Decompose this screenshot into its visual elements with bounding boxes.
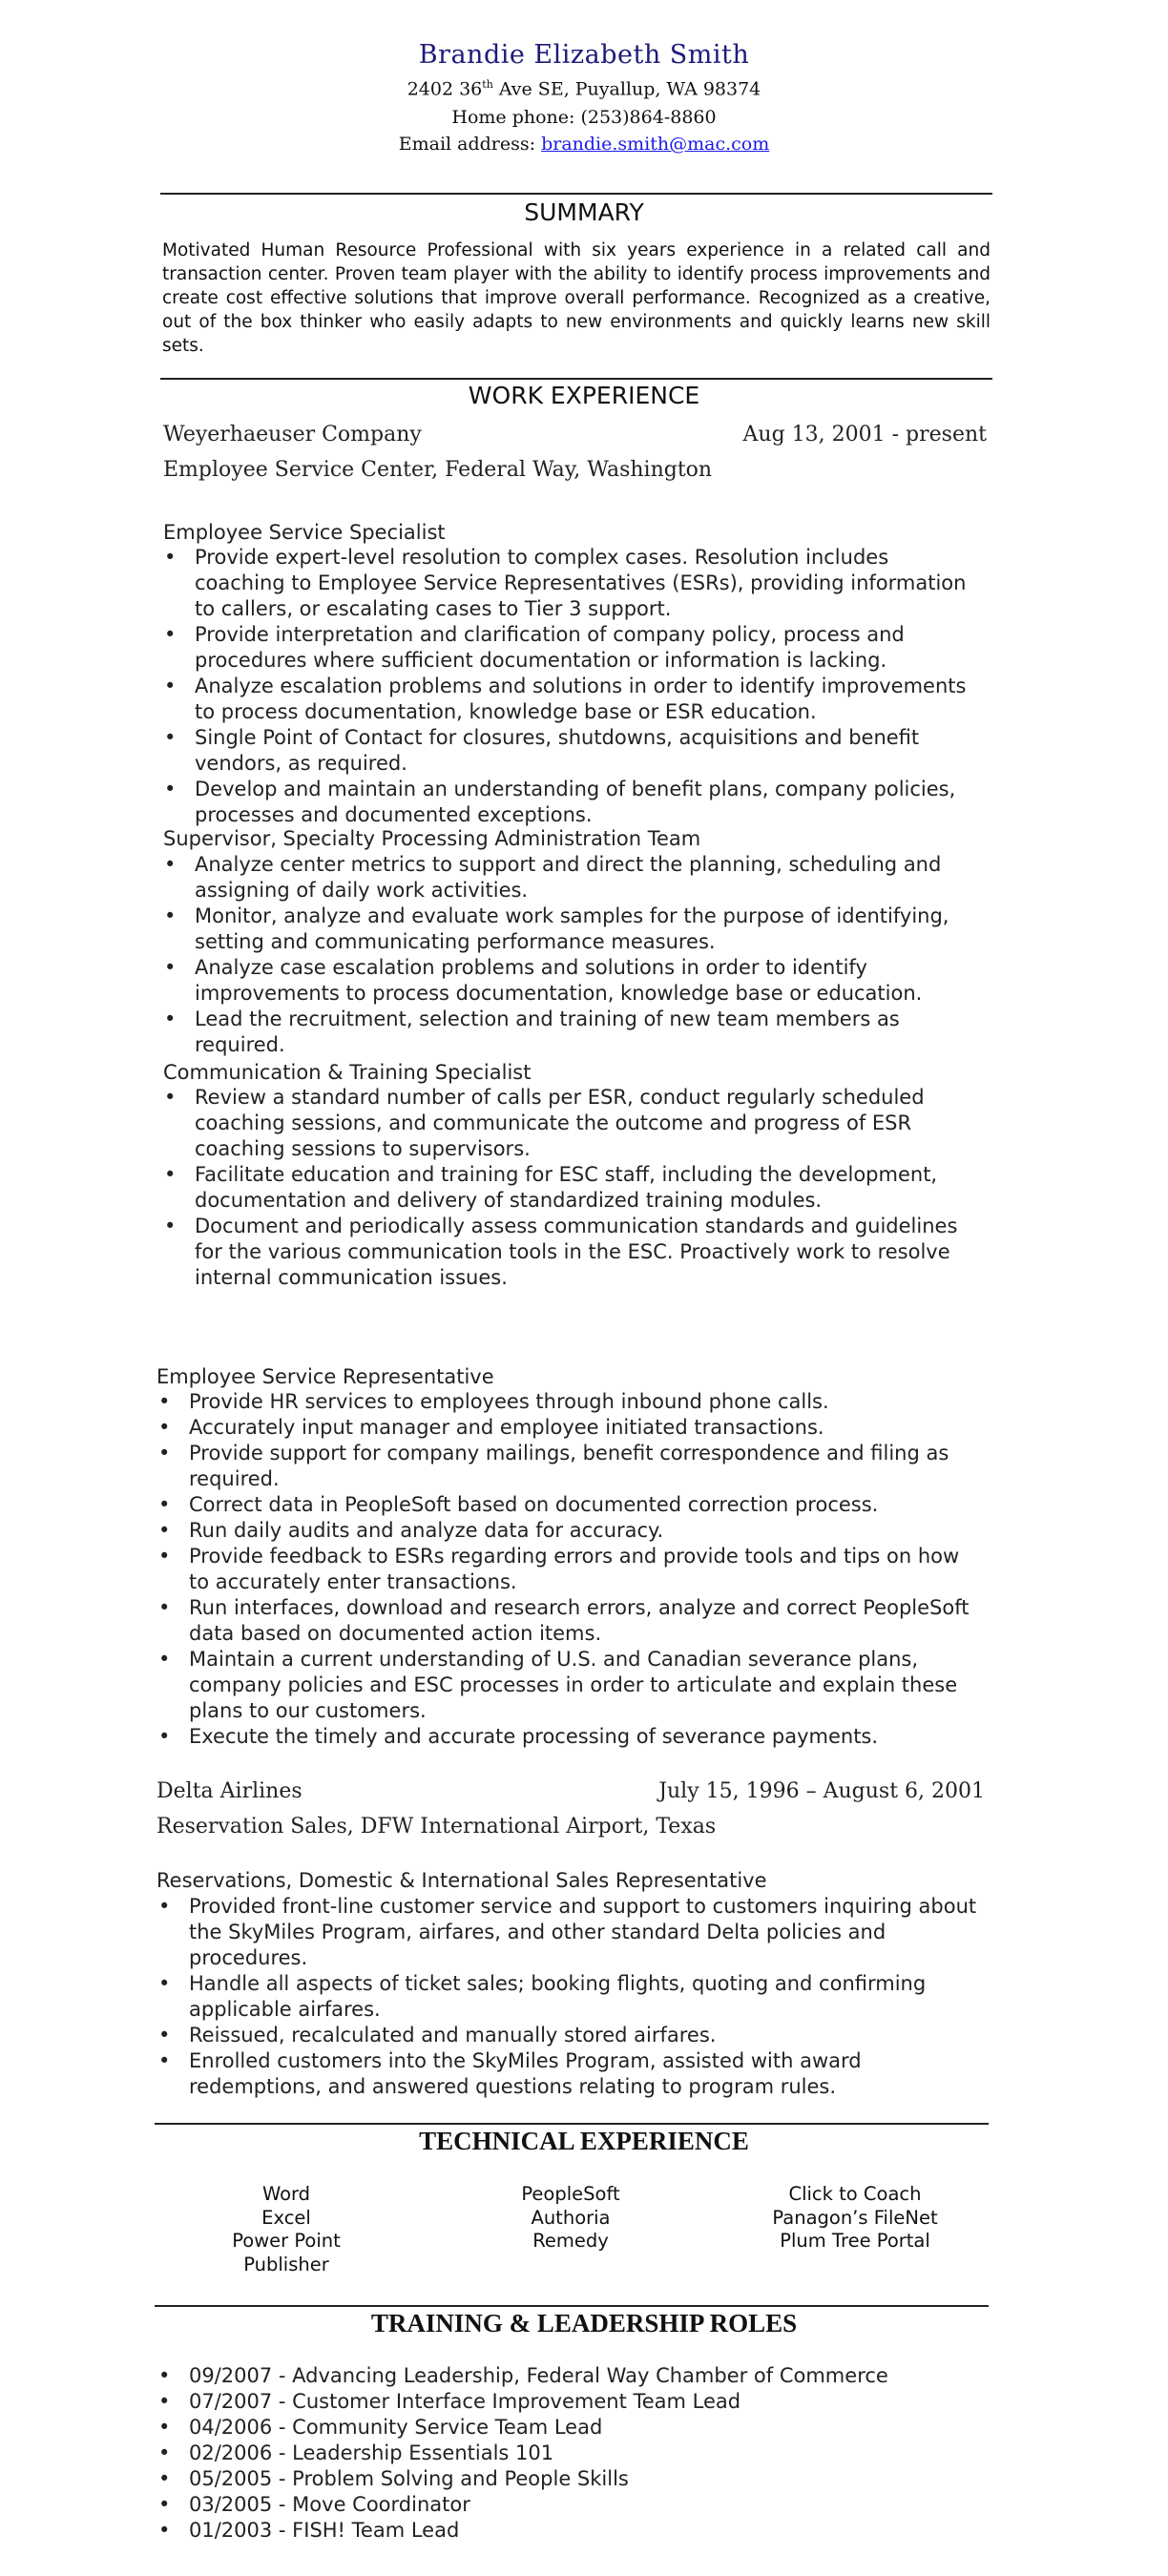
- home-phone: Home phone: (253)864-8860: [451, 107, 717, 128]
- bullet-item: • Lead the recruitment, selection and training of new team members as required.: [160, 1007, 981, 1058]
- tech-item: PeopleSoft: [521, 2183, 620, 2205]
- bullet-item: • Provided front-line customer service and support to customers inquiring about the SkyMiles Program, airfares, and other standard Delta policies and procedures.: [155, 1894, 981, 1971]
- role-bullets: [155, 1389, 981, 1750]
- tech-item: Power Point: [232, 2230, 341, 2252]
- divider-summary: [160, 193, 992, 195]
- tech-item: Panagon’s FileNet: [772, 2206, 938, 2229]
- role-bullets: [160, 852, 981, 1058]
- role-bullets: [160, 1085, 981, 1291]
- bullet-item: • Review a standard number of calls per ESR, conduct regularly scheduled coaching sessions, and communicate the outcome and progress of ESR coaching sessions to supervisors.: [160, 1085, 981, 1162]
- role-title: Reservations, Domestic & International Sales Representative: [156, 1869, 767, 1892]
- divider-training: [155, 2305, 989, 2307]
- bullet-item: • Enrolled customers into the SkyMiles Program, assisted with award redemptions, and answered questions relating to program rules.: [155, 2048, 981, 2100]
- bullet-item: • Reissued, recalculated and manually stored airfares.: [155, 2023, 981, 2048]
- employer-name: Delta Airlines: [156, 1779, 302, 1803]
- tech-item: Plum Tree Portal: [780, 2230, 930, 2252]
- bullet-item: • Single Point of Contact for closures, shutdowns, acquisitions and benefit vendors, as required.: [160, 725, 981, 777]
- bullet-item: • Monitor, analyze and evaluate work samples for the purpose of identifying, setting and communicating performance measures.: [160, 904, 981, 955]
- role-title: Employee Service Specialist: [163, 521, 446, 544]
- summary-text: Motivated Human Resource Professional with six years experience in a related call and transaction center. Proven team player with the ability to identify process improvements and create cost effective solutions that improve overall performance. Recognized as a creative, out of the box thinker who easily adapts to new environments and quickly learns new skill sets.: [162, 240, 991, 356]
- training-title: TRAINING & LEADERSHIP ROLES: [370, 2309, 798, 2337]
- employer-location: Reservation Sales, DFW International Airport, Texas: [156, 1815, 717, 1839]
- bullet-item: • Analyze center metrics to support and direct the planning, scheduling and assigning of daily work activities.: [160, 852, 981, 904]
- training-list: [155, 2363, 981, 2544]
- tech-column: [191, 2183, 382, 2276]
- training-item: • 09/2007 - Advancing Leadership, Federal Way Chamber of Commerce: [155, 2363, 981, 2389]
- bullet-item: • Run interfaces, download and research errors, analyze and correct PeopleSoft data based on documented action items.: [155, 1595, 981, 1647]
- role-title: Communication & Training Specialist: [163, 1061, 532, 1084]
- role-title: Supervisor, Specialty Processing Administration Team: [163, 827, 701, 850]
- employment-dates: Aug 13, 2001 - present: [742, 423, 987, 447]
- bullet-item: • Facilitate education and training for ESC staff, including the development, documentation and delivery of standardized training modules.: [160, 1162, 981, 1214]
- bullet-item: • Provide HR services to employees through inbound phone calls.: [155, 1389, 981, 1415]
- summary-title: SUMMARY: [524, 198, 644, 226]
- tech-item: Authoria: [531, 2206, 611, 2229]
- training-item: • 01/2003 - FISH! Team Lead: [155, 2518, 981, 2544]
- bullet-item: • Accurately input manager and employee initiated transactions.: [155, 1415, 981, 1441]
- bullet-item: • Provide expert-level resolution to complex cases. Resolution includes coaching to Employee Service Representatives (ESRs), providing information to callers, or escalating cases to Tier 3 support.: [160, 545, 981, 622]
- address-number: 2402 36: [407, 78, 483, 100]
- address-ordinal: th: [482, 78, 493, 91]
- bullet-item: • Execute the timely and accurate processing of severance payments.: [155, 1724, 981, 1750]
- email-label: Email address:: [398, 134, 542, 155]
- tech-item: Word: [261, 2183, 311, 2205]
- divider-technical: [155, 2123, 989, 2125]
- bullet-item: • Run daily audits and analyze data for accuracy.: [155, 1518, 981, 1544]
- employer-location: Employee Service Center, Federal Way, Washington: [163, 458, 713, 482]
- employer-name: Weyerhaeuser Company: [163, 423, 422, 447]
- training-item: • 02/2006 - Leadership Essentials 101: [155, 2441, 981, 2466]
- tech-column: [740, 2183, 970, 2254]
- role-bullets: [160, 545, 981, 828]
- training-item: • 05/2005 - Problem Solving and People Skills: [155, 2466, 981, 2492]
- technical-title: TECHNICAL EXPERIENCE: [419, 2127, 749, 2155]
- work-title: WORK EXPERIENCE: [468, 382, 700, 409]
- training-item: • 07/2007 - Customer Interface Improvement Team Lead: [155, 2389, 981, 2415]
- bullet-item: • Provide feedback to ESRs regarding errors and provide tools and tips on how to accurately enter transactions.: [155, 1544, 981, 1595]
- bullet-item: • Handle all aspects of ticket sales; booking flights, quoting and confirming applicable airfares.: [155, 1971, 981, 2023]
- bullet-item: • Maintain a current understanding of U.S. and Canadian severance plans, company policies and ESC processes in order to articulate and explain these plans to our customers.: [155, 1647, 981, 1724]
- divider-work: [160, 378, 992, 380]
- tech-item: Remedy: [532, 2230, 609, 2252]
- email-line: [0, 134, 1168, 155]
- role-title: Employee Service Representative: [156, 1365, 494, 1388]
- email-link[interactable]: brandie.smith@mac.com: [541, 134, 770, 155]
- tech-column: [475, 2183, 666, 2254]
- role-bullets: [155, 1894, 981, 2100]
- applicant-name: Brandie Elizabeth Smith: [418, 40, 750, 70]
- bullet-item: • Provide support for company mailings, benefit correspondence and filing as required.: [155, 1441, 981, 1492]
- bullet-item: • Develop and maintain an understanding of benefit plans, company policies, processes and documented exceptions.: [160, 777, 981, 828]
- bullet-item: • Document and periodically assess communication standards and guidelines for the various communication tools in the ESC. Proactively work to resolve internal communication issues.: [160, 1214, 981, 1291]
- bullet-item: • Analyze case escalation problems and solutions in order to identify improvements to process documentation, knowledge base or education.: [160, 955, 981, 1007]
- address-line: [0, 78, 1168, 99]
- training-item: • 03/2005 - Move Coordinator: [155, 2492, 981, 2518]
- bullet-item: • Analyze escalation problems and solutions in order to identify improvements to process documentation, knowledge base or ESR education.: [160, 674, 981, 725]
- tech-item: Excel: [261, 2206, 311, 2229]
- bullet-item: • Correct data in PeopleSoft based on documented correction process.: [155, 1492, 981, 1518]
- employment-dates: July 15, 1996 – August 6, 2001: [658, 1779, 985, 1803]
- bullet-item: • Provide interpretation and clarification of company policy, process and procedures where sufficient documentation or information is lacking.: [160, 622, 981, 674]
- address-rest: Ave SE, Puyallup, WA 98374: [492, 78, 761, 100]
- tech-item: Publisher: [243, 2253, 329, 2275]
- training-item: • 04/2006 - Community Service Team Lead: [155, 2415, 981, 2441]
- tech-item: Click to Coach: [788, 2183, 922, 2205]
